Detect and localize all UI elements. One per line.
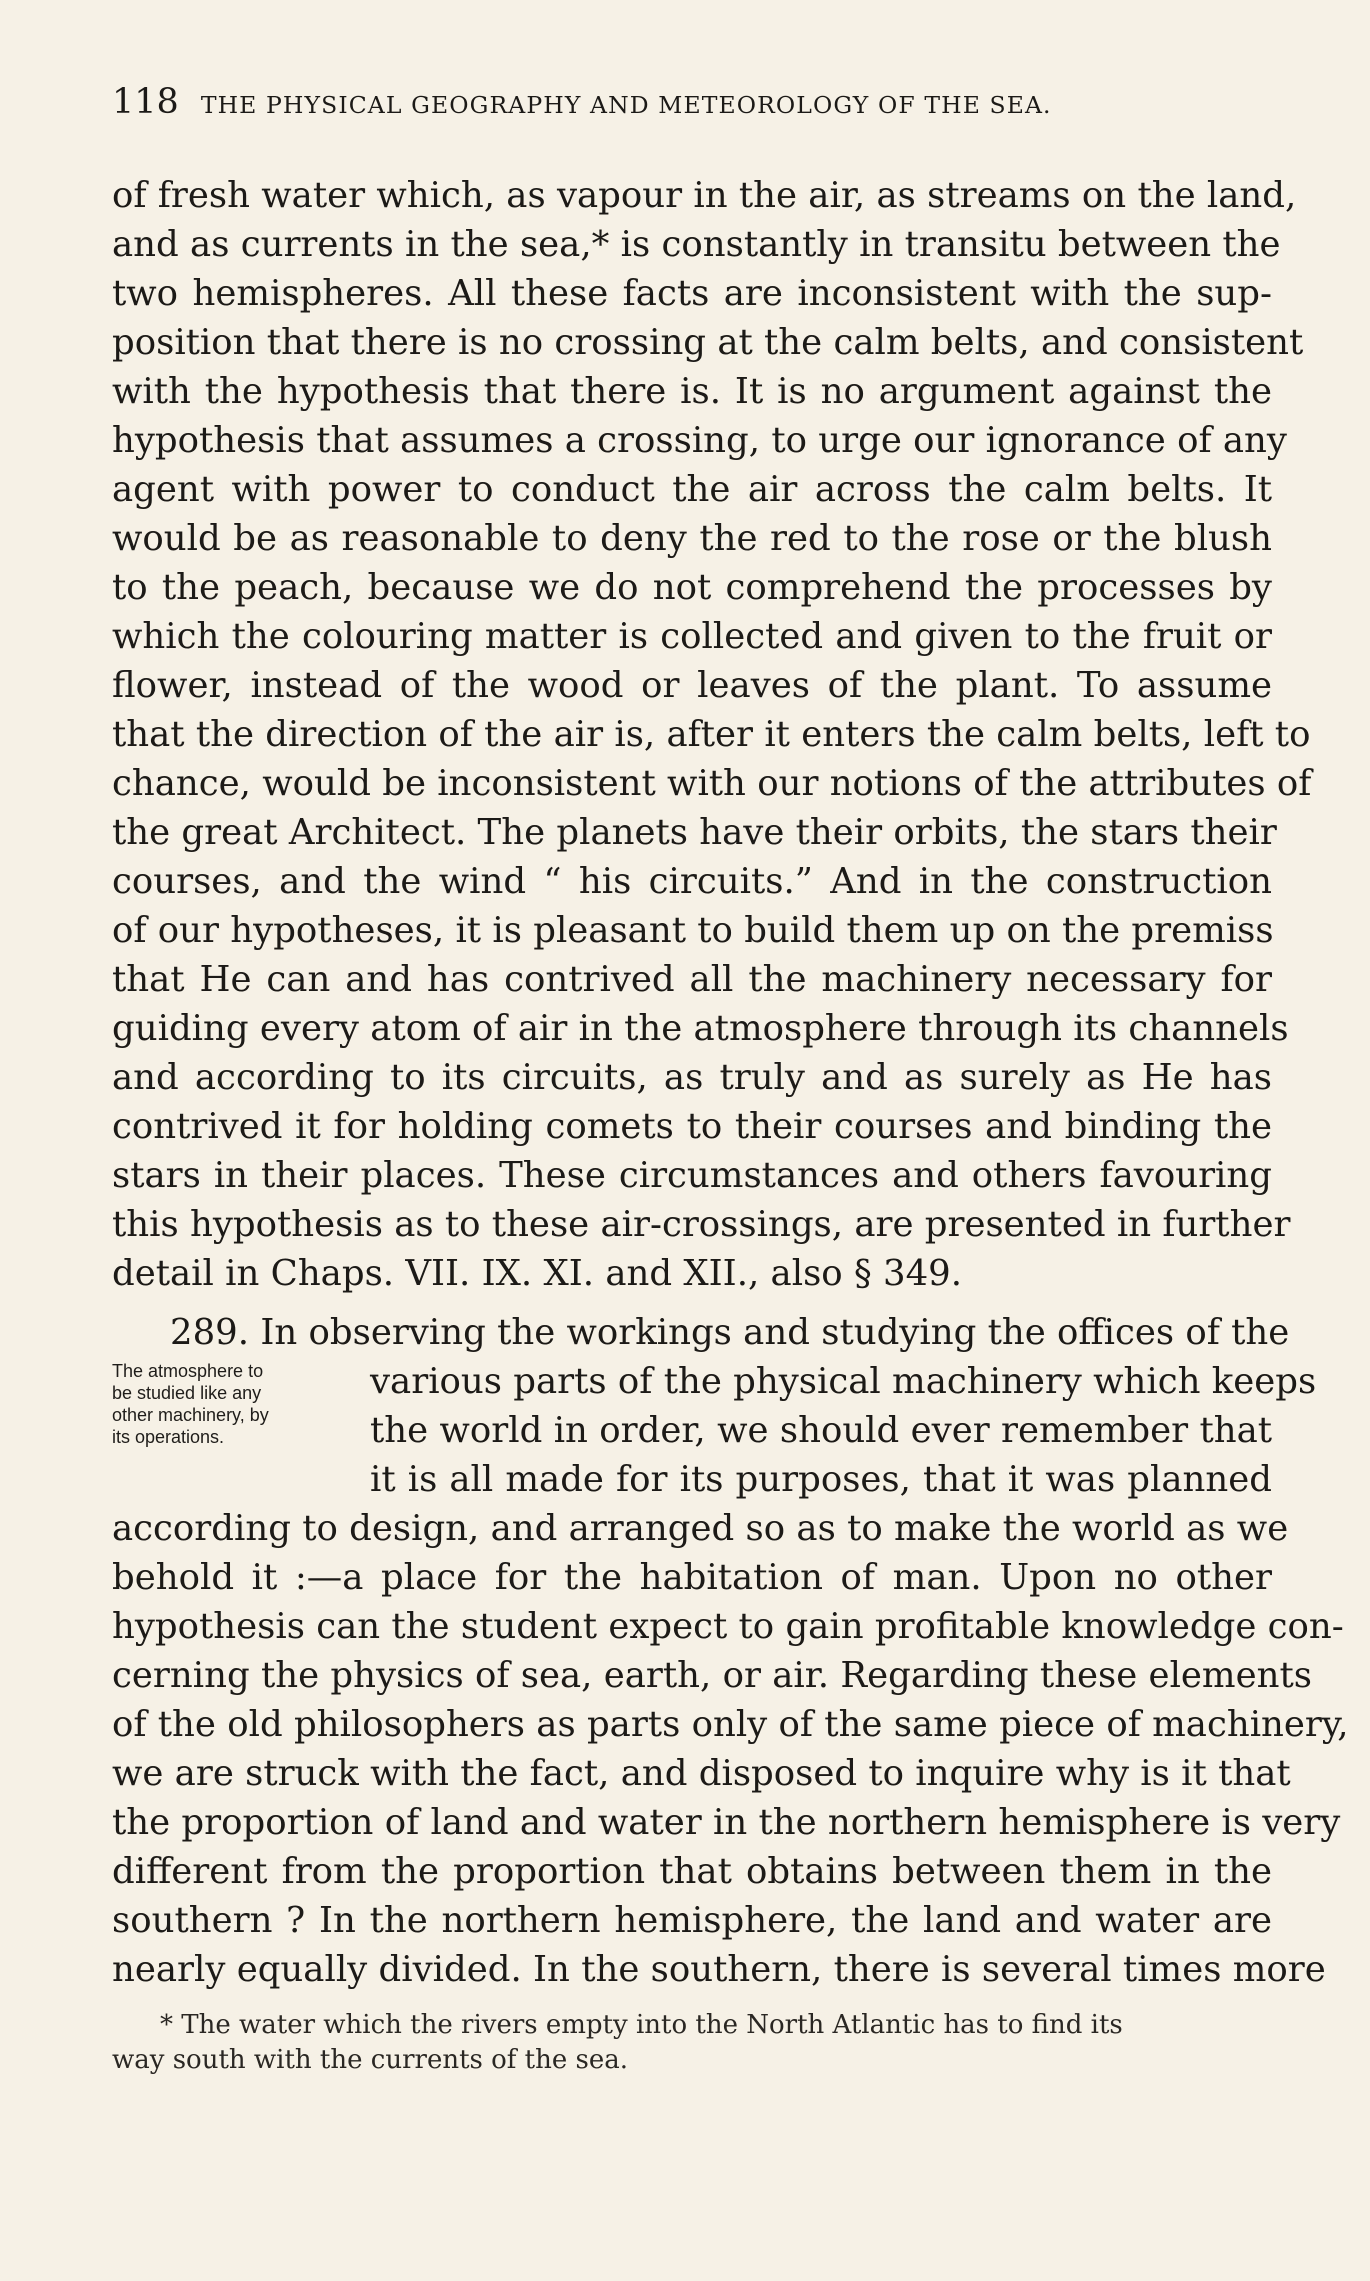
body-line: we are struck with the fact, and disposed to inquire why is it that — [112, 1753, 1291, 1794]
paragraph-289-opening: 289. In observing the workings and studying the offices of the — [170, 1312, 1290, 1353]
margin-note-line: its operations. — [112, 1427, 225, 1447]
body-line: nearly equally divided. In the southern, there is several times more — [112, 1949, 1326, 1990]
body-line: agent with power to conduct the air across the calm belts. It — [112, 469, 1272, 510]
body-line: which the colouring matter is collected and given to the fruit or — [112, 616, 1272, 657]
body-line: that He can and has contrived all the machinery necessary for — [112, 959, 1272, 1000]
margin-note-line: other machinery, by — [112, 1405, 269, 1425]
margin-note-line: be studied like any — [112, 1383, 262, 1403]
body-line: southern ? In the northern hemisphere, the land and water are — [112, 1900, 1272, 1941]
body-line: that the direction of the air is, after it enters the calm belts, left to — [112, 714, 1311, 755]
body-line: and according to its circuits, as truly and as surely as He has — [112, 1057, 1272, 1098]
body-line: hypothesis can the student expect to gain profitable knowledge con- — [112, 1606, 1344, 1647]
body-line: the proportion of land and water in the northern hemisphere is very — [112, 1802, 1341, 1843]
body-line: of the old philosophers as parts only of the same piece of machinery, — [112, 1704, 1349, 1745]
body-line: of our hypotheses, it is pleasant to build them up on the premiss — [112, 910, 1274, 951]
body-line: to the peach, because we do not comprehend the processes by — [112, 567, 1272, 608]
body-line: detail in Chaps. VII. IX. XI. and XII., also § 349. — [112, 1253, 963, 1294]
footnote-line: * The water which the rivers empty into the North Atlantic has to find its — [160, 2010, 1123, 2040]
margin-note — [112, 1360, 352, 1448]
body-line: would be as reasonable to deny the red to the rose or the blush — [112, 518, 1272, 559]
body-line: behold it :—a place for the habitation of man. Upon no other — [112, 1557, 1272, 1598]
body-line: the world in order, we should ever remember that — [370, 1410, 1272, 1451]
body-line: contrived it for holding comets to their courses and binding the — [112, 1106, 1272, 1147]
body-line: stars in their places. These circumstances and others favouring — [112, 1155, 1272, 1196]
body-line: cerning the physics of sea, earth, or air. Regarding these elements — [112, 1655, 1312, 1696]
body-line: this hypothesis as to these air-crossings, are presented in further — [112, 1204, 1291, 1245]
body-line: according to design, and arranged so as to make the world as we — [112, 1508, 1289, 1549]
body-line: flower, instead of the wood or leaves of the plant. To assume — [112, 665, 1272, 706]
body-line: position that there is no crossing at the calm belts, and consistent — [112, 322, 1304, 363]
body-line: courses, and the wind “ his circuits.” And in the construction — [112, 861, 1272, 902]
body-line: various parts of the physical machinery which keeps — [370, 1361, 1317, 1402]
body-line: guiding every atom of air in the atmosphere through its channels — [112, 1008, 1289, 1049]
body-line: with the hypothesis that there is. It is no argument against the — [112, 371, 1272, 412]
running-title: THE PHYSICAL GEOGRAPHY AND METEOROLOGY OF THE SEA. — [200, 91, 1052, 119]
body-line: it is all made for its purposes, that it was planned — [370, 1459, 1272, 1500]
body-line: chance, would be inconsistent with our notions of the attributes of — [112, 763, 1312, 804]
margin-note-line: The atmosphere to — [112, 1361, 264, 1381]
page-header — [112, 82, 1212, 132]
body-line: different from the proportion that obtains between them in the — [112, 1851, 1272, 1892]
body-line: two hemispheres. All these facts are inconsistent with the sup- — [112, 273, 1272, 314]
body-line: of fresh water which, as vapour in the air, as streams on the land, — [112, 175, 1297, 216]
body-line: hypothesis that assumes a crossing, to urge our ignorance of any — [112, 420, 1287, 461]
footnote-line: way south with the currents of the sea. — [112, 2045, 629, 2075]
body-line: and as currents in the sea,* is constantly in transitu between the — [112, 224, 1281, 265]
body-line: the great Architect. The planets have their orbits, the stars their — [112, 812, 1277, 853]
page-number: 118 — [112, 82, 179, 122]
